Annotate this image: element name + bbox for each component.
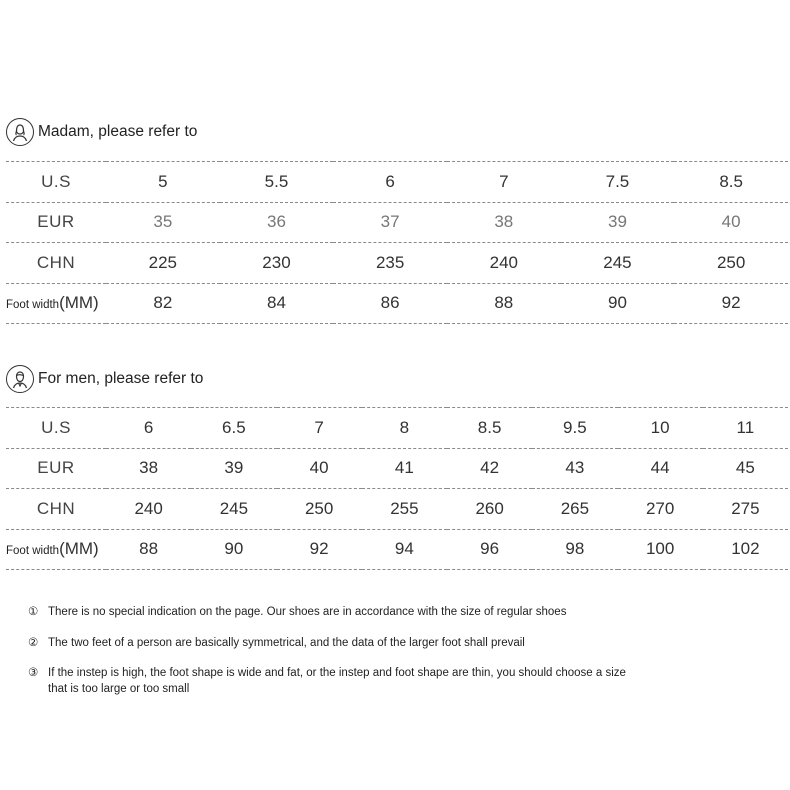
size-cell: 42 (447, 448, 532, 489)
size-cell: 270 (618, 489, 703, 530)
size-cell: 37 (333, 202, 447, 243)
size-cell: 39 (191, 448, 276, 489)
size-cell: 225 (106, 243, 220, 284)
size-cell: 100 (618, 529, 703, 570)
size-cell: 90 (191, 529, 276, 570)
size-cell: 94 (362, 529, 447, 570)
size-cell: 230 (220, 243, 334, 284)
size-cell: 6 (106, 408, 191, 449)
size-cell: 5 (106, 162, 220, 203)
size-cell: 45 (703, 448, 788, 489)
size-cell: 44 (618, 448, 703, 489)
foot-width-label: Foot width (6, 545, 60, 558)
row-label-eur: EUR (6, 448, 106, 489)
size-cell: 245 (191, 489, 276, 530)
size-cell: 6 (333, 162, 447, 203)
size-cell: 102 (703, 529, 788, 570)
size-cell: 43 (532, 448, 617, 489)
size-cell: 6.5 (191, 408, 276, 449)
men-us-row (6, 408, 788, 449)
size-cell: 8 (362, 408, 447, 449)
row-label-eur: EUR (6, 202, 106, 243)
note-item (28, 604, 648, 620)
size-cell: 8.5 (674, 162, 788, 203)
size-cell: 275 (703, 489, 788, 530)
size-cell: 40 (277, 448, 362, 489)
size-cell: 7 (447, 162, 561, 203)
size-cell: 88 (447, 283, 561, 324)
foot-width-unit: (MM) (59, 293, 99, 313)
size-cell: 235 (333, 243, 447, 284)
women-width-row (6, 283, 788, 324)
size-cell: 11 (703, 408, 788, 449)
women-chn-row (6, 243, 788, 284)
size-cell: 240 (447, 243, 561, 284)
size-cell: 250 (674, 243, 788, 284)
size-cell: 98 (532, 529, 617, 570)
size-cell: 255 (362, 489, 447, 530)
size-cell: 39 (561, 202, 675, 243)
size-cell: 10 (618, 408, 703, 449)
note-text: There is no special indication on the page. Our shoes are in accordance with the size of regular shoes (48, 606, 567, 618)
size-cell: 41 (362, 448, 447, 489)
note-number: ② (28, 636, 39, 649)
size-cell: 260 (447, 489, 532, 530)
note-number: ③ (28, 667, 39, 679)
women-size-table (6, 161, 788, 324)
size-cell: 86 (333, 283, 447, 324)
women-us-row (6, 162, 788, 203)
size-cell: 38 (106, 448, 191, 489)
size-cell: 240 (106, 489, 191, 530)
men-section-header (6, 365, 203, 393)
size-cell: 7 (277, 408, 362, 449)
size-cell: 8.5 (447, 408, 532, 449)
size-cell: 88 (106, 529, 191, 570)
row-label-foot-width (6, 283, 106, 324)
row-label-us: U.S (6, 408, 106, 449)
size-cell: 245 (561, 243, 675, 284)
note-number: ① (28, 606, 39, 618)
size-cell: 7.5 (561, 162, 675, 203)
size-cell: 92 (277, 529, 362, 570)
row-label-chn: CHN (6, 489, 106, 530)
foot-width-unit: (MM) (59, 539, 99, 559)
row-label-us: U.S (6, 162, 106, 203)
men-chn-row (6, 489, 788, 530)
size-cell: 250 (277, 489, 362, 530)
note-item (28, 635, 648, 651)
man-icon (6, 365, 34, 393)
size-cell: 40 (674, 202, 788, 243)
row-label-foot-width (6, 529, 106, 570)
men-section-title: For men, please refer to (38, 370, 204, 387)
size-cell: 90 (561, 283, 675, 324)
men-width-row (6, 529, 788, 570)
note-item (28, 665, 648, 697)
men-size-table (6, 407, 788, 570)
size-cell: 36 (220, 202, 334, 243)
foot-width-label: Foot width (6, 299, 60, 312)
size-cell: 35 (106, 202, 220, 243)
men-eur-row (6, 448, 788, 489)
women-section-title: Madam, please refer to (38, 123, 198, 140)
woman-icon (6, 118, 34, 146)
note-text: If the instep is high, the foot shape is wide and fat, or the instep and foot shape are thin, you should choose a size that is too large or too small (48, 667, 626, 695)
size-cell: 38 (447, 202, 561, 243)
size-cell: 9.5 (532, 408, 617, 449)
women-section-header (6, 118, 197, 146)
women-eur-row (6, 202, 788, 243)
note-text: The two feet of a person are basically symmetrical, and the data of the larger foot shall prevail (48, 636, 525, 649)
size-cell: 5.5 (220, 162, 334, 203)
row-label-chn: CHN (6, 243, 106, 284)
notes-list (28, 604, 648, 712)
size-cell: 82 (106, 283, 220, 324)
size-cell: 92 (674, 283, 788, 324)
size-cell: 84 (220, 283, 334, 324)
size-cell: 96 (447, 529, 532, 570)
size-cell: 265 (532, 489, 617, 530)
